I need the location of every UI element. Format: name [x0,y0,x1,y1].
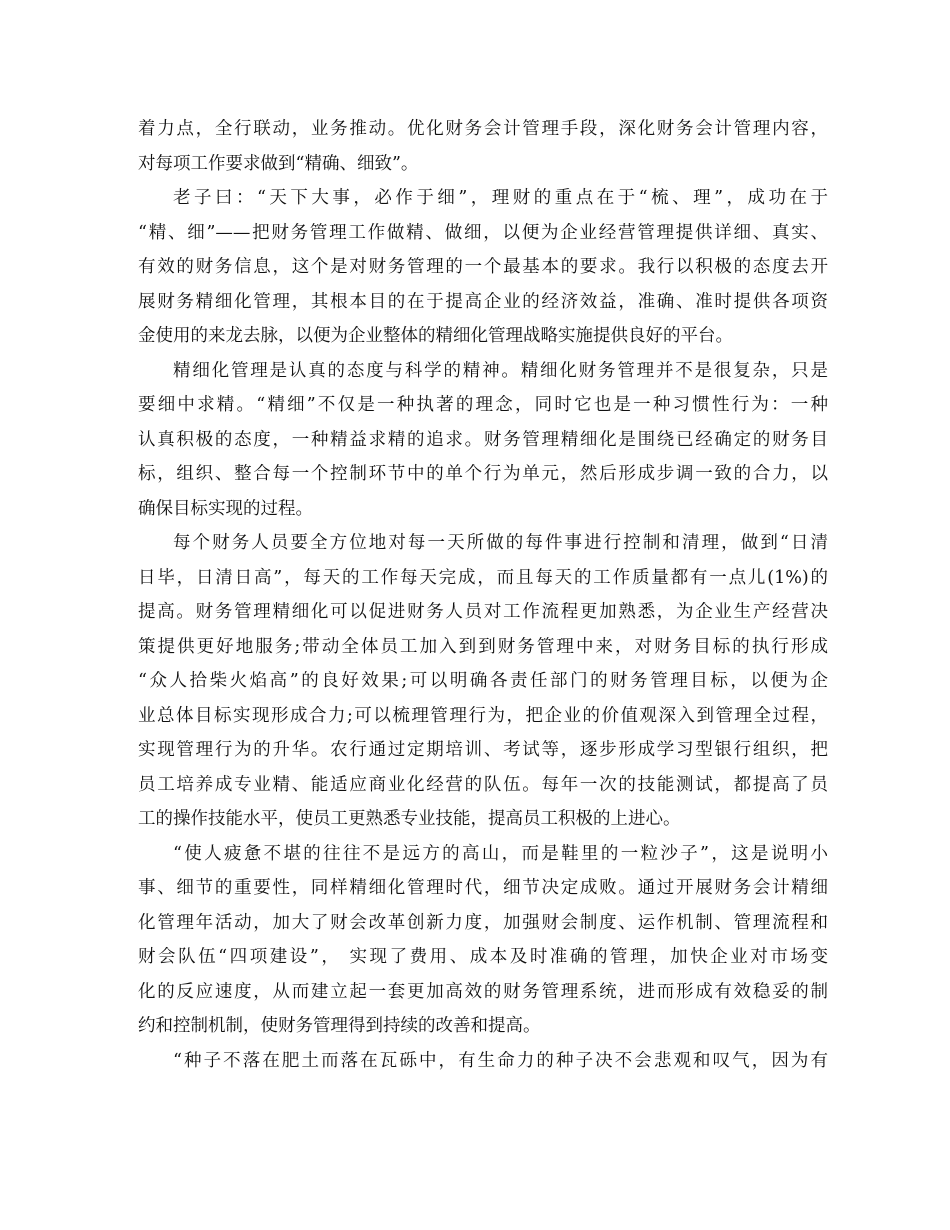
text-line: 日毕，日清日高”，每天的工作每天完成，而且每天的工作质量都有一点儿(1%)的 [138,567,828,588]
document-body [138,112,828,1078]
text-line: 化的反应速度，从而建立起一套更加高效的财务管理系统，进而形成有效稳妥的制 [138,981,828,1002]
paragraph [138,1044,828,1079]
text-line: 提高。财务管理精细化可以促进财务人员对工作流程更加熟悉，为企业生产经营决 [138,602,828,622]
paragraph [138,112,828,181]
text-line: 财会队伍“四项建设”， 实现了费用、成本及时准确的管理，加快企业对市场变 [138,947,828,967]
text-line: “众人拾柴火焰高”的良好效果;可以明确各责任部门的财务管理目标，以便为企 [138,671,828,691]
text-line: 事、细节的重要性，同样精细化管理时代，细节决定成败。通过开展财务会计精细 [138,878,828,898]
text-line: “精、细”——把财务管理工作做精、做细，以便为企业经营管理提供详细、真实、 [138,222,828,243]
text-line: 化管理年活动，加大了财会改革创新力度，加强财会制度、运作机制、管理流程和 [138,912,828,933]
text-line: 策提供更好地服务;带动全体员工加入到到财务管理中来，对财务目标的执行形成 [138,636,828,657]
text-line: 标，组织、整合每一个控制环节中的单个行为单元，然后形成步调一致的合力，以 [138,464,828,484]
text-line: 实现管理行为的升华。农行通过定期培训、考试等，逐步形成学习型银行组织，把 [138,740,828,760]
text-line: 业总体目标实现形成合力;可以梳理管理行为，把企业的价值观深入到管理全过程， [138,705,828,726]
text-line: 约和控制机制，使财务管理得到持续的改善和提高。 [138,1016,541,1036]
text-line: 员工培养成专业精、能适应商业化经营的队伍。每年一次的技能测试，都提高了员 [138,774,828,795]
text-line: 老子曰：“天下大事，必作于细”，理财的重点在于“梳、理”，成功在于 [173,188,828,208]
text-line: 展财务精细化管理，其根本目的在于提高企业的经济效益，准确、准时提供各项资 [138,291,828,312]
text-line: 着力点，全行联动，业务推动。优化财务会计管理手段，深化财务会计管理内容， [138,119,828,139]
text-line: 金使用的来龙去脉，以便为企业整体的精细化管理战略实施提供良好的平台。 [138,326,733,346]
paragraph [138,181,828,354]
text-line: 认真积极的态度，一种精益求精的追求。财务管理精细化是围绕已经确定的财务目 [138,429,828,450]
text-line: 有效的财务信息，这个是对财务管理的一个最基本的要求。我行以积极的态度去开 [138,257,828,277]
paragraph [138,837,828,1044]
text-line: “使人疲惫不堪的往往不是远方的高山，而是鞋里的一粒沙子”，这是说明小 [173,843,828,864]
text-line: 要细中求精。“精细”不仅是一种执著的理念，同时它也是一种习惯性行为：一种 [138,395,828,415]
text-line: 精细化管理是认真的态度与科学的精神。精细化财务管理并不是很复杂，只是 [173,360,828,381]
text-line: 每个财务人员要全方位地对每一天所做的每件事进行控制和清理，做到“日清 [173,533,828,553]
text-line: 确保目标实现的过程。 [138,498,313,519]
text-line: “种子不落在肥土而落在瓦砾中，有生命力的种子决不会悲观和叹气，因为有 [173,1050,828,1071]
text-line: 对每项工作要求做到“精确、细致”。 [138,153,419,174]
text-line: 工的操作技能水平，使员工更熟悉专业技能，提高员工积极的上进心。 [138,809,681,829]
paragraph [138,354,828,527]
paragraph [138,526,828,837]
